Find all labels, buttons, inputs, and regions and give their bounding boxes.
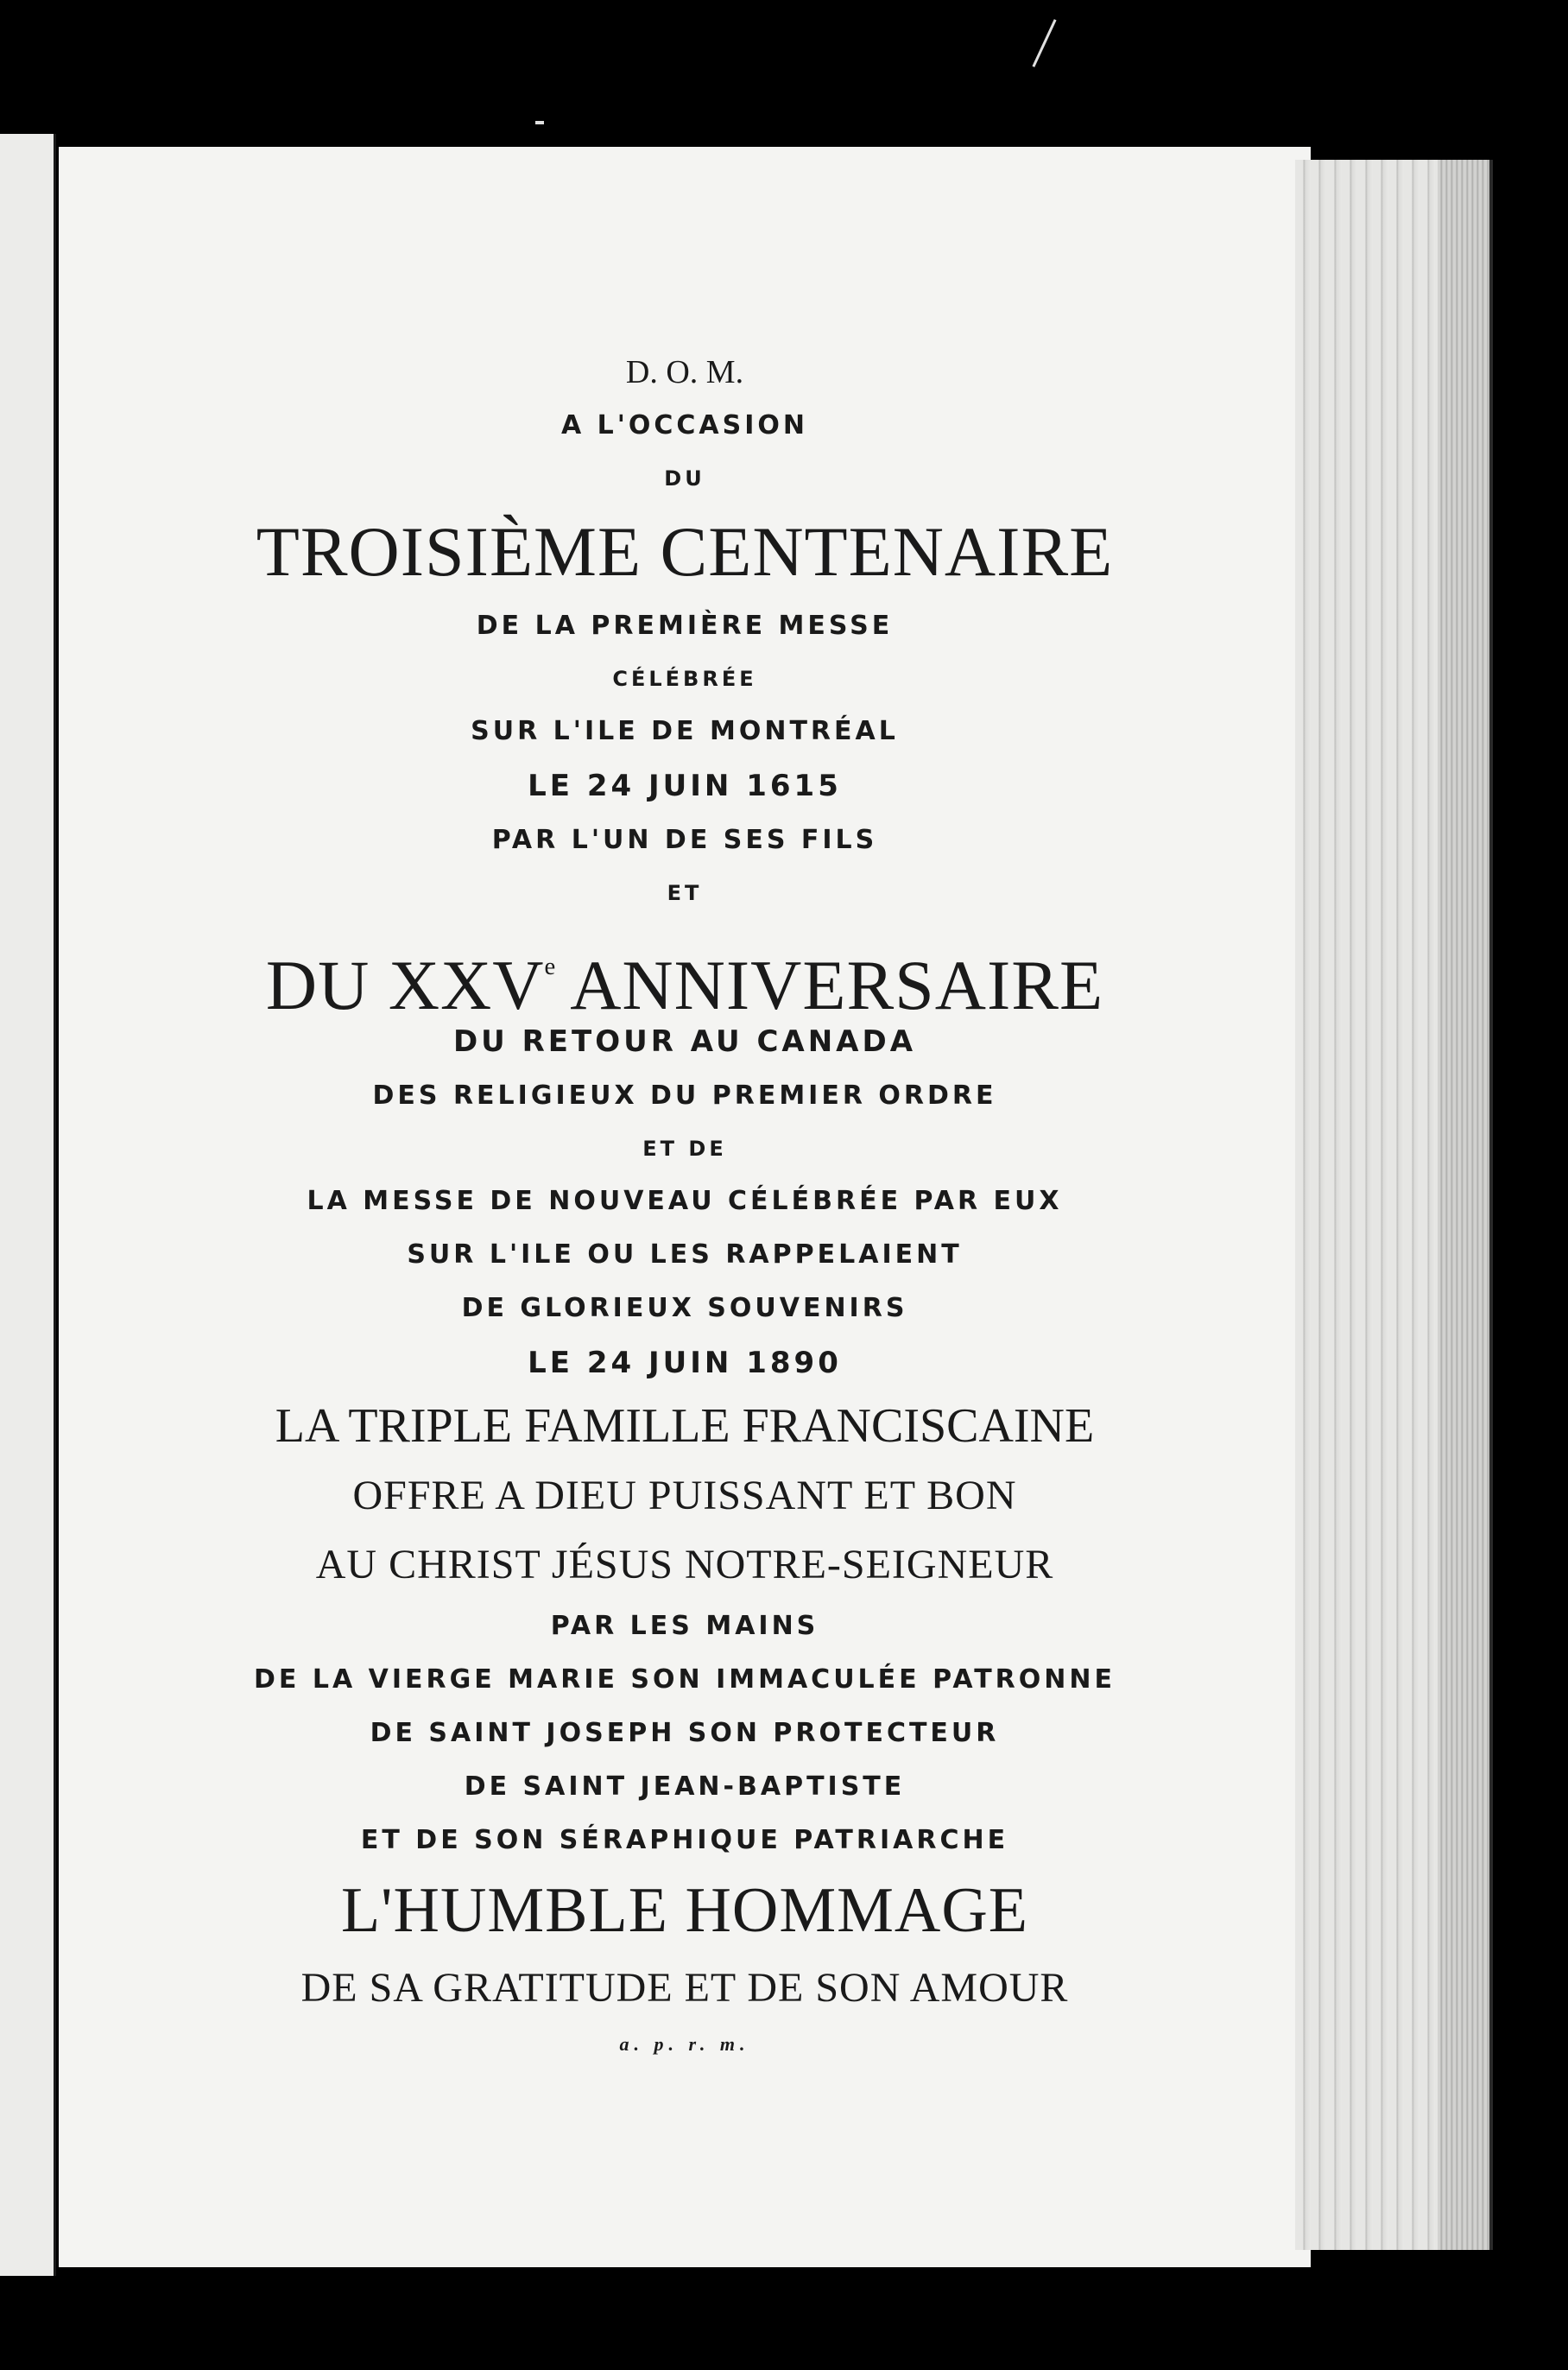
dedication-line-dom: D. O. M. [625,354,744,390]
dedication-line-occasion: A L'OCCASION [560,410,809,440]
dedication-line-gratitude: DE SA GRATITUDE ET DE SON AMOUR [300,1965,1069,2011]
film-scratch [535,121,544,124]
dedication-line-offre: OFFRE A DIEU PUISSANT ET BON [352,1473,1017,1518]
dedication-line-et: ET [667,881,703,905]
dedication-line-premiere-messe: DE LA PREMIÈRE MESSE [476,611,894,641]
dedication-line-date-1615: LE 24 JUIN 1615 [528,769,842,803]
dedication-line-celebree: CÉLÉBRÉE [612,667,757,691]
dedication-line-date-1890: LE 24 JUIN 1890 [528,1346,842,1380]
anniversaire-prefix: DU XXV [265,946,545,1025]
dedication-line-patriarche: ET DE SON SÉRAPHIQUE PATRIARCHE [360,1825,1009,1855]
dedication-line-et-de: ET DE [642,1137,727,1161]
page-edges-stack [1295,160,1493,2250]
dedication-line-montreal: SUR L'ILE DE MONTRÉAL [471,716,899,746]
page-edges-shadow [1438,160,1489,2250]
dedication-line-famille: LA TRIPLE FAMILLE FRANCISCAINE [275,1399,1095,1453]
dedication-line-souvenirs: DE GLORIEUX SOUVENIRS [461,1293,908,1323]
facing-page-edge [0,134,56,2276]
anniversaire-suffix: ANNIVERSAIRE [555,946,1104,1025]
dedication-line-mains: PAR LES MAINS [550,1611,819,1641]
dedication-initials: a. p. r. m. [619,2033,750,2055]
dedication-line-rappelaient: SUR L'ILE OU LES RAPPELAIENT [407,1239,963,1270]
dedication-line-messe-nouveau: LA MESSE DE NOUVEAU CÉLÉBRÉE PAR EUX [307,1186,1063,1216]
dedication-line-fils: PAR L'UN DE SES FILS [491,825,878,855]
film-scratch [1032,19,1056,67]
dedication-line-jean-baptiste: DE SAINT JEAN-BAPTISTE [464,1771,906,1802]
dedication-line-christ: AU CHRIST JÉSUS NOTRE-SEIGNEUR [315,1542,1054,1587]
dedication-line-du: DU [664,466,705,491]
anniversaire-superscript: e [544,953,556,980]
dedication-line-vierge: DE LA VIERGE MARIE SON IMMACULÉE PATRONNE [254,1664,1116,1695]
dedication-line-joseph: DE SAINT JOSEPH SON PROTECTEUR [370,1718,1000,1748]
dedication-heading-centenaire: TROISIÈME CENTENAIRE [256,512,1114,591]
dedication-heading-hommage: L'HUMBLE HOMMAGE [340,1875,1029,1946]
dedication-heading-anniversaire [59,919,1311,1025]
dedication-text [59,345,1311,2066]
dedication-line-religieux: DES RELIGIEUX DU PREMIER ORDRE [372,1080,997,1111]
dedication-line-retour: DU RETOUR AU CANADA [452,1024,917,1059]
